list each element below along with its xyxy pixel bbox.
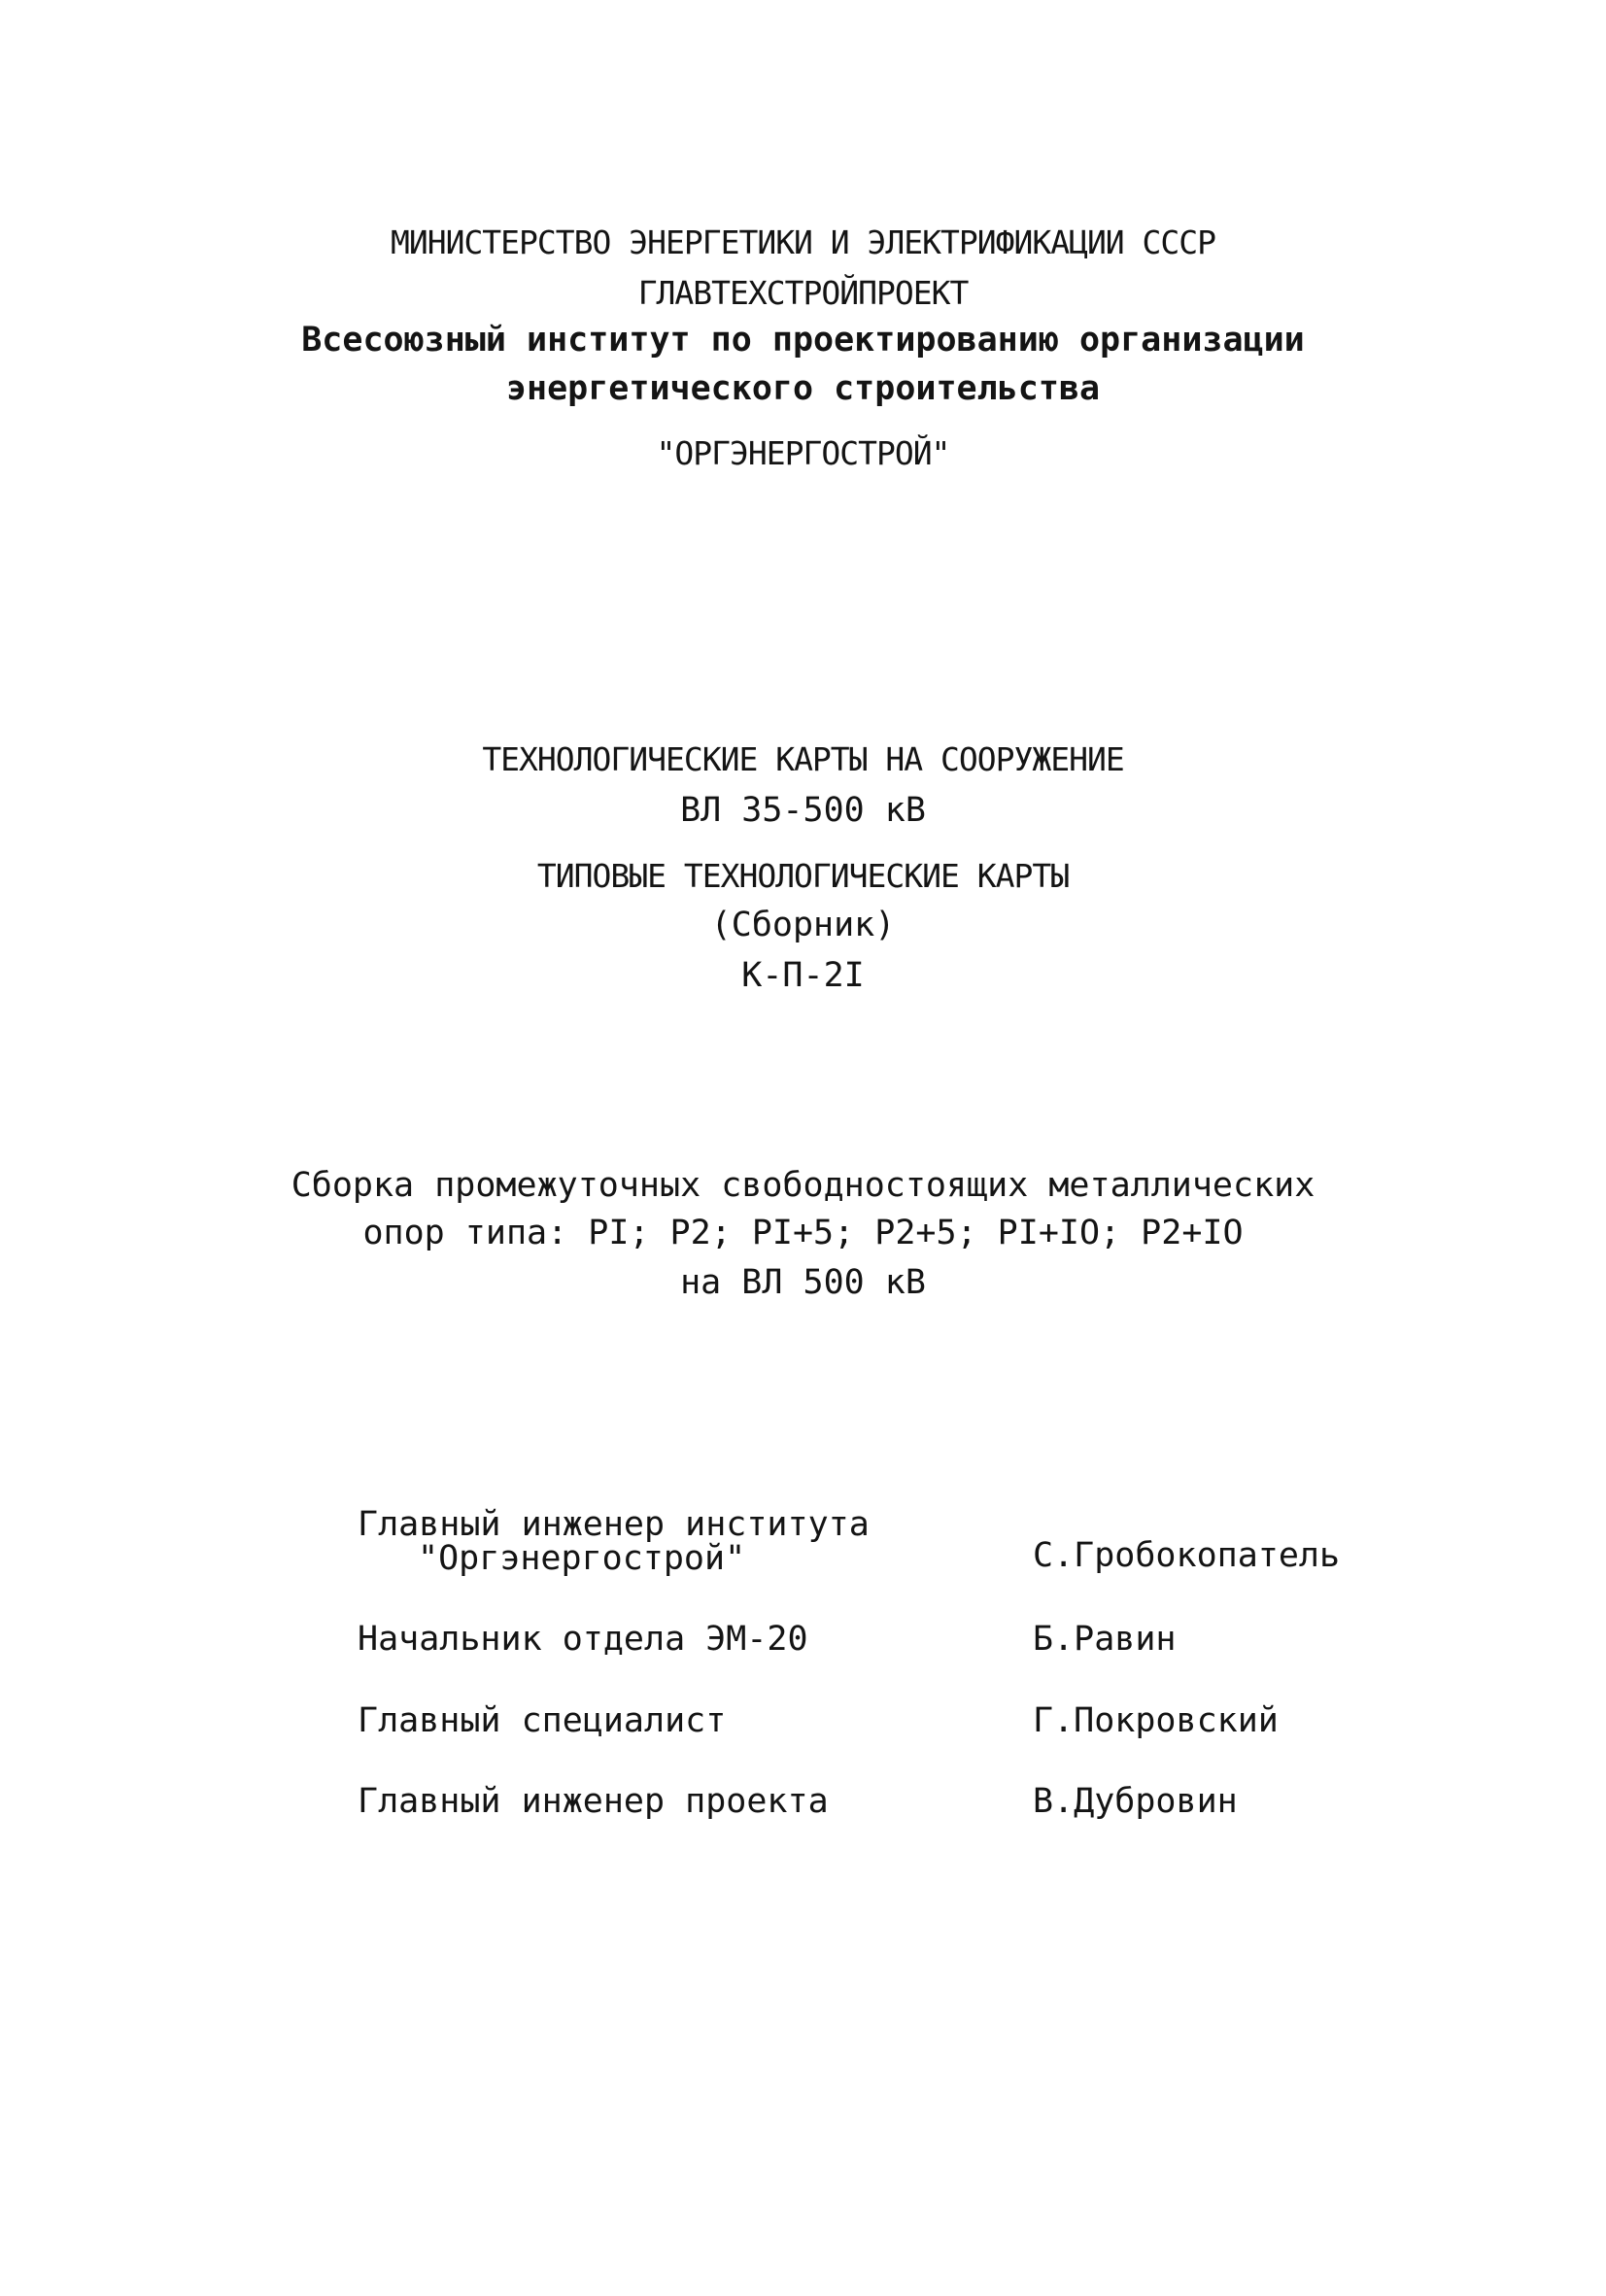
signature-name: Б.Равин: [1033, 1620, 1177, 1659]
document-title-line-4: (Сборник): [710, 906, 896, 944]
subject-line-1: Сборка промежуточных свободностоящих металлических: [290, 1166, 1316, 1205]
institute-name: "ОРГЭНЕРГОСТРОЙ": [656, 434, 950, 472]
document-title-line-1: ТЕХНОЛОГИЧЕСКИЕ КАРТЫ НА СООРУЖЕНИЕ: [482, 740, 1124, 778]
subject-line-2: опор типа: РI; Р2; РI+5; Р2+5; РI+IО; Р2+IО: [362, 1214, 1244, 1252]
signature-position: Главный специалист: [358, 1701, 727, 1740]
institute-line-2: энергетического строительства: [505, 369, 1101, 408]
department-heading: ГЛАВТЕХСТРОЙПРОЕКТ: [637, 274, 969, 312]
ministry-heading: МИНИСТЕРСТВО ЭНЕРГЕТИКИ И ЭЛЕКТРИФИКАЦИИ СССР: [390, 223, 1216, 261]
document-title-line-2: ВЛ 35-500 кВ: [680, 791, 926, 830]
document-title-line-3: ТИПОВЫЕ ТЕХНОЛОГИЧЕСКИЕ КАРТЫ: [536, 857, 1070, 895]
institute-line-1: Всесоюзный институт по проектированию организации: [301, 321, 1305, 360]
signature-name: С.Гробокопатель: [1033, 1536, 1341, 1575]
signature-position: Начальник отдела ЭМ-20: [358, 1620, 808, 1659]
signature-name: В.Дубровин: [1033, 1782, 1238, 1821]
signature-position: Главный инженер института: [358, 1505, 870, 1544]
document-code: К-П-2I: [741, 956, 865, 995]
signature-position: Главный инженер проекта: [358, 1782, 829, 1821]
signature-name: Г.Покровский: [1033, 1701, 1279, 1740]
signature-position-continued: "Оргэнергострой": [418, 1539, 746, 1578]
subject-line-3: на ВЛ 500 кВ: [680, 1263, 926, 1302]
